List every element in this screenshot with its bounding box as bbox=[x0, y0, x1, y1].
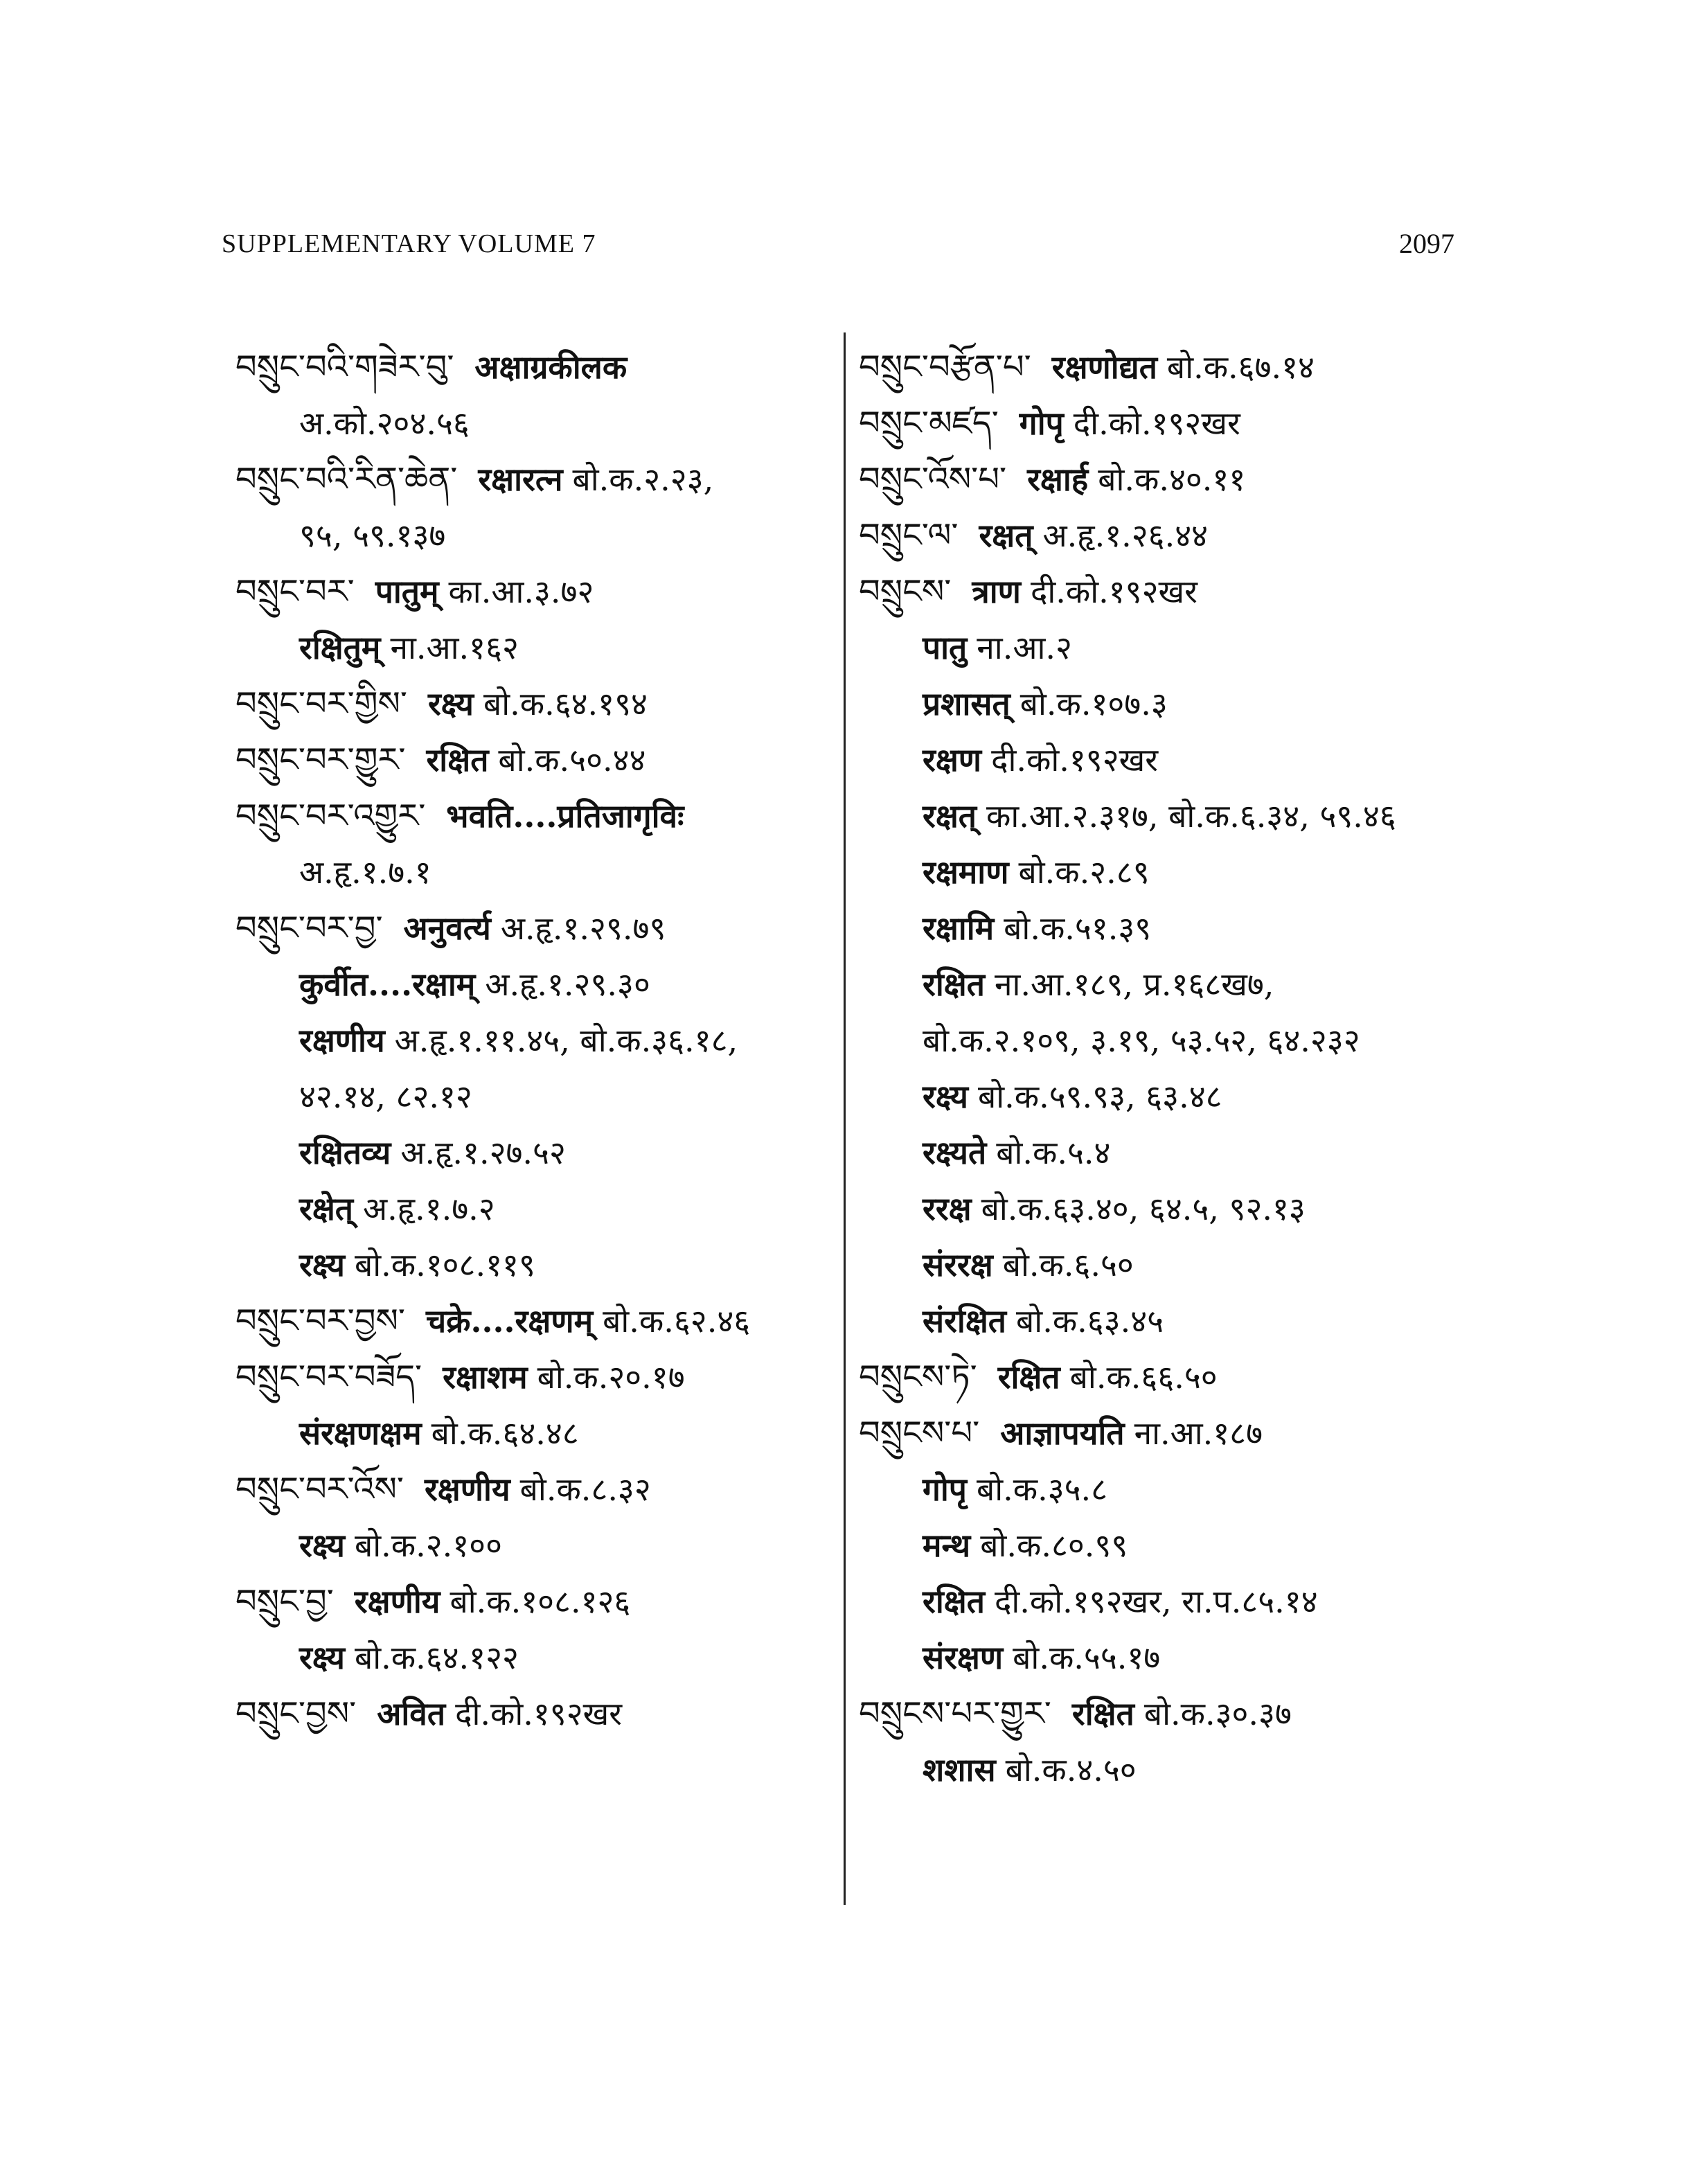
source-reference: दी.को.१९२खर bbox=[991, 741, 1159, 779]
entry-headline bbox=[235, 1293, 845, 1349]
entry-headline bbox=[859, 339, 1551, 396]
entry-headline bbox=[859, 508, 1551, 564]
source-reference: बो.क.५९.९३, ६३.४८ bbox=[977, 1078, 1222, 1115]
sanskrit-equivalent: रक्षमाण bbox=[923, 853, 1009, 891]
sanskrit-equivalent: चक्रे....रक्षणम् bbox=[425, 1302, 594, 1340]
source-reference: बो.क.५१.३९ bbox=[1004, 909, 1152, 947]
entry-subline bbox=[859, 1574, 1551, 1630]
entry-subline bbox=[235, 1630, 845, 1686]
entry-headline bbox=[235, 452, 845, 508]
sanskrit-equivalent: रक्षित bbox=[997, 1358, 1060, 1396]
entry-subline bbox=[859, 1013, 1551, 1069]
entry-subline bbox=[235, 957, 845, 1013]
source-reference: बो.क.४०.११ bbox=[1098, 461, 1246, 498]
entry-headline bbox=[235, 788, 845, 844]
tibetan-headword: བསྲུང་བར་གྱུར་ bbox=[235, 740, 406, 779]
source-reference: ४२.१४, ८२.१२ bbox=[299, 1078, 472, 1115]
entry-headline bbox=[235, 339, 845, 396]
source-reference: ना.आ.१६२ bbox=[390, 629, 519, 666]
sanskrit-equivalent: पातुम् bbox=[375, 573, 439, 610]
entry-subline bbox=[859, 1181, 1551, 1237]
source-reference: अ.हृ.१.२६.४४ bbox=[1042, 517, 1209, 554]
entry-headline bbox=[235, 1349, 845, 1405]
source-reference: ना.आ.१८७ bbox=[1134, 1414, 1263, 1452]
tibetan-headword: བསྲུངས་ཏེ་ bbox=[859, 1358, 977, 1396]
entry-subline bbox=[235, 1518, 845, 1574]
source-reference: अ.को.२०४.५६ bbox=[299, 405, 470, 442]
sanskrit-equivalent: रक्षेत् bbox=[299, 1190, 354, 1227]
source-reference: बो.क.२.१०९, ३.१९, ५३.५२, ६४.२३२ bbox=[923, 1022, 1360, 1059]
sanskrit-equivalent: रक्षित bbox=[426, 741, 489, 779]
sanskrit-equivalent: रक्षणोद्यत bbox=[1051, 348, 1157, 386]
source-reference: बो.क.२०.१७ bbox=[537, 1358, 685, 1396]
entry-headline bbox=[235, 1686, 845, 1742]
sanskrit-equivalent: रक्षत् bbox=[979, 517, 1033, 554]
entry-subline bbox=[859, 1518, 1551, 1574]
entry-subline bbox=[859, 1125, 1551, 1181]
sanskrit-equivalent: रक्षित bbox=[923, 966, 985, 1003]
tibetan-headword: བསྲུང་བའི་རིན་ཆེན་ bbox=[235, 460, 458, 499]
source-reference: बो.क.१०८.११९ bbox=[354, 1246, 535, 1284]
source-reference: बो.क.३५.८ bbox=[976, 1471, 1108, 1508]
entry-headline bbox=[235, 1462, 845, 1518]
source-reference: बो.क.२.१०० bbox=[354, 1527, 503, 1564]
source-reference: अ.हृ.१.११.४५, बो.क.३६.१८, bbox=[394, 1022, 738, 1059]
tibetan-headword: བསྲུངས་ bbox=[859, 572, 952, 611]
sanskrit-equivalent: अनुवर्त्य bbox=[403, 909, 491, 947]
source-reference: ९५, ५९.१३७ bbox=[299, 517, 446, 554]
tibetan-headword: བསྲུང་བརྩོན་པ་ bbox=[859, 348, 1031, 387]
entry-subline bbox=[859, 1462, 1551, 1518]
entry-subline bbox=[859, 676, 1551, 732]
tibetan-headword: བསྲུང་བའི་གཟེར་བུ་ bbox=[235, 348, 454, 387]
sanskrit-equivalent: रक्षित bbox=[923, 1583, 985, 1620]
sanskrit-equivalent: रक्षण bbox=[923, 741, 982, 779]
entry-subline bbox=[235, 1405, 845, 1462]
entry-subline bbox=[235, 1069, 845, 1125]
source-reference: बो.क.८.३२ bbox=[519, 1471, 651, 1508]
entry-subline bbox=[235, 1237, 845, 1293]
source-reference: बो.क.५५.१७ bbox=[1013, 1639, 1161, 1676]
sanskrit-equivalent: संररक्ष bbox=[923, 1246, 993, 1284]
source-reference: बो.क.१०७.३ bbox=[1019, 685, 1168, 722]
entry-headline bbox=[859, 396, 1551, 452]
source-reference: बो.क.१०८.१२६ bbox=[449, 1583, 631, 1620]
source-reference: अ.हृ.१.७.१ bbox=[299, 853, 431, 891]
sanskrit-equivalent: गोपृ bbox=[1019, 405, 1064, 442]
entry-subline bbox=[859, 957, 1551, 1013]
entry-subline bbox=[235, 396, 845, 452]
source-reference: बो.क.६३.४०, ६४.५, ९२.१३ bbox=[981, 1190, 1306, 1227]
entry-subline bbox=[859, 788, 1551, 844]
sanskrit-equivalent: अक्षाग्रकीलक bbox=[474, 348, 627, 386]
tibetan-headword: བསྲུང་བྱས་ bbox=[235, 1694, 357, 1733]
sanskrit-equivalent: मन्थ bbox=[923, 1527, 971, 1564]
tibetan-headword: བསྲུང་བར་བྱས་ bbox=[235, 1302, 405, 1340]
entry-headline bbox=[859, 452, 1551, 508]
sanskrit-equivalent: संरक्षण bbox=[923, 1639, 1004, 1676]
sanskrit-equivalent: कुर्वीत....रक्षाम् bbox=[299, 966, 476, 1003]
tibetan-headword: བསྲུང་འོས་པ་ bbox=[859, 460, 1007, 499]
entry-headline bbox=[859, 1686, 1551, 1742]
entry-headline bbox=[235, 1574, 845, 1630]
entry-subline bbox=[859, 1630, 1551, 1686]
source-reference: बो.क.६३.४५ bbox=[1016, 1302, 1164, 1340]
sanskrit-equivalent: रक्षितुम् bbox=[299, 629, 381, 666]
sanskrit-equivalent: रक्ष्यते bbox=[923, 1134, 987, 1171]
tibetan-headword: བསྲུངས་པ་ bbox=[859, 1414, 980, 1453]
entry-subline bbox=[235, 1181, 845, 1237]
sanskrit-equivalent: प्रशासत् bbox=[923, 685, 1010, 722]
sanskrit-equivalent: ररक्ष bbox=[923, 1190, 972, 1227]
entry-subline bbox=[859, 844, 1551, 900]
sanskrit-equivalent: रक्षितव्य bbox=[299, 1134, 391, 1171]
sanskrit-equivalent: आज्ञापयति bbox=[1000, 1414, 1125, 1452]
entry-subline bbox=[235, 620, 845, 676]
source-reference: बो.क.८०.९९ bbox=[980, 1527, 1128, 1564]
sanskrit-equivalent: रक्ष्य bbox=[923, 1078, 968, 1115]
entry-subline bbox=[235, 844, 845, 900]
sanskrit-equivalent: रक्षित bbox=[1071, 1695, 1134, 1732]
tibetan-headword: བསྲུང་མཛད་ bbox=[859, 404, 999, 443]
source-reference: अ.हृ.१.२९.३० bbox=[485, 966, 650, 1003]
entry-headline bbox=[235, 732, 845, 788]
source-reference: बो.क.२.२३, bbox=[572, 461, 714, 498]
tibetan-headword: བསྲུང་བར་བཟོད་ bbox=[235, 1358, 422, 1396]
source-reference: दी.को.१९२खर bbox=[1030, 573, 1197, 610]
entry-subline bbox=[235, 1125, 845, 1181]
tibetan-headword: བསྲུང་བར་ bbox=[235, 572, 355, 611]
source-reference: बो.क.६४.१९४ bbox=[483, 685, 648, 722]
source-reference: अ.हृ.१.२९.७९ bbox=[500, 909, 666, 947]
sanskrit-equivalent: रक्षणीय bbox=[354, 1583, 440, 1620]
tibetan-headword: བསྲུང་བྱ་ bbox=[235, 1582, 334, 1621]
tibetan-headword: བསྲུངས་པར་གྱུར་ bbox=[859, 1694, 1051, 1733]
source-reference: बो.क.२.८९ bbox=[1018, 853, 1150, 891]
tibetan-headword: བསྲུང་བར་གྱིས་ bbox=[235, 684, 407, 723]
left-column bbox=[235, 339, 845, 1742]
sanskrit-equivalent: रक्षणीय bbox=[299, 1022, 385, 1059]
sanskrit-equivalent: शशास bbox=[923, 1751, 996, 1788]
sanskrit-equivalent: रक्षारत्न bbox=[478, 461, 563, 498]
entry-headline bbox=[235, 900, 845, 957]
entry-subline bbox=[859, 900, 1551, 957]
sanskrit-equivalent: रक्षामि bbox=[923, 909, 995, 947]
source-reference: बो.क.५.४ bbox=[996, 1134, 1111, 1171]
sanskrit-equivalent: पातु bbox=[923, 629, 968, 666]
sanskrit-equivalent: संरक्षणक्षम bbox=[299, 1414, 422, 1452]
sanskrit-equivalent: रक्ष्य bbox=[299, 1246, 345, 1284]
entry-headline bbox=[235, 676, 845, 732]
sanskrit-equivalent: रक्षाशम bbox=[443, 1358, 528, 1396]
source-reference: बो.क.६.५० bbox=[1002, 1246, 1134, 1284]
source-reference: अ.हृ.१.२७.५२ bbox=[400, 1134, 566, 1171]
page-number: 2097 bbox=[1399, 228, 1454, 259]
source-reference: बो.क.३०.३७ bbox=[1143, 1695, 1292, 1732]
right-column bbox=[859, 339, 1551, 1798]
sanskrit-equivalent: संरक्षित bbox=[923, 1302, 1007, 1340]
source-reference: का.आ.२.३१७, बो.क.६.३४, ५९.४६ bbox=[986, 797, 1396, 835]
entry-subline bbox=[859, 732, 1551, 788]
sanskrit-equivalent: गोपृ bbox=[923, 1471, 967, 1508]
entry-headline bbox=[235, 564, 845, 620]
source-reference: दी.को.१९२खर bbox=[1073, 405, 1240, 442]
sanskrit-equivalent: भवति....प्रतिजागृविः bbox=[446, 797, 684, 835]
entry-headline bbox=[859, 1405, 1551, 1462]
entry-subline bbox=[859, 1293, 1551, 1349]
source-reference: बो.क.४.५० bbox=[1005, 1751, 1137, 1788]
tibetan-headword: བསྲུང་ལ་ bbox=[859, 516, 959, 555]
sanskrit-equivalent: रक्ष्य bbox=[299, 1639, 345, 1676]
source-reference: ना.आ.२ bbox=[977, 629, 1072, 666]
tibetan-headword: བསྲུང་བར་བྱ་ bbox=[235, 909, 383, 948]
tibetan-headword: བསྲུང་བར་འགྱུར་ bbox=[235, 797, 426, 835]
entry-subline bbox=[235, 1013, 845, 1069]
sanskrit-equivalent: रक्षणीय bbox=[424, 1471, 510, 1508]
source-reference: बो.क.५०.४४ bbox=[498, 741, 646, 779]
tibetan-headword: བསྲུང་བར་འོས་ bbox=[235, 1470, 404, 1509]
entry-subline bbox=[859, 1237, 1551, 1293]
entry-subline bbox=[859, 620, 1551, 676]
source-reference: बो.क.६७.१४ bbox=[1166, 348, 1315, 386]
sanskrit-equivalent: रक्ष्य bbox=[299, 1527, 345, 1564]
sanskrit-equivalent: रक्ष्य bbox=[427, 685, 474, 722]
source-reference: अ.हृ.१.७.२ bbox=[363, 1190, 495, 1227]
sanskrit-equivalent: रक्षार्ह bbox=[1027, 461, 1089, 498]
source-reference: बो.क.६२.४६ bbox=[603, 1302, 751, 1340]
entry-subline bbox=[859, 1069, 1551, 1125]
source-reference: बो.क.६६.५० bbox=[1069, 1358, 1218, 1396]
sanskrit-equivalent: रक्षत् bbox=[923, 797, 977, 835]
source-reference: दी.को.१९२खर bbox=[455, 1695, 623, 1732]
entry-headline bbox=[859, 1349, 1551, 1405]
source-reference: बो.क.६४.४८ bbox=[431, 1414, 579, 1452]
entry-subline bbox=[859, 1742, 1551, 1798]
sanskrit-equivalent: त्राण bbox=[972, 573, 1021, 610]
source-reference: दी.को.१९२खर, रा.प.८५.१४ bbox=[994, 1583, 1318, 1620]
sanskrit-equivalent: अवित bbox=[377, 1695, 446, 1732]
entry-subline bbox=[235, 508, 845, 564]
source-reference: ना.आ.१८९, प्र.१६८ख७, bbox=[994, 966, 1274, 1003]
running-header: SUPPLEMENTARY VOLUME 7 bbox=[222, 229, 596, 258]
source-reference: बो.क.६४.१२२ bbox=[354, 1639, 519, 1676]
entry-headline bbox=[859, 564, 1551, 620]
source-reference: का.आ.३.७२ bbox=[448, 573, 594, 610]
column-divider bbox=[844, 332, 846, 1905]
